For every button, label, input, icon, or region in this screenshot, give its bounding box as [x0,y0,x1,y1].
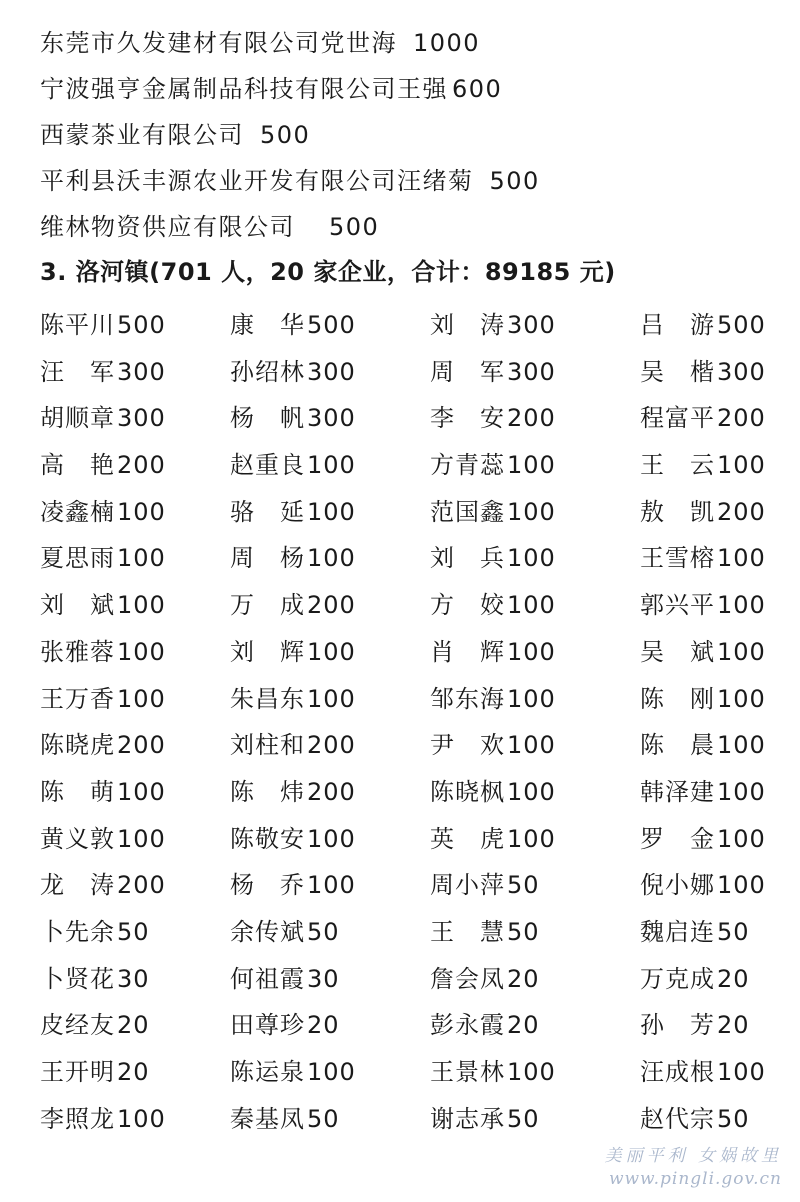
donor-entry [640,395,790,442]
donor-amount: 100 [717,1058,766,1086]
company-name: 东莞市久发建材有限公司党世海 [40,29,397,57]
donor-amount: 50 [507,917,540,946]
donor-name: 程富平 [640,404,715,433]
company-donor-line [40,66,780,112]
donor-entry [230,862,430,909]
donor-entry [430,909,640,956]
donor-name: 陈 晨 [640,731,715,760]
donor-entry [640,1049,790,1096]
donor-entry [430,1049,640,1096]
donor-name: 卜贤花 [40,964,115,993]
donor-amount: 20 [117,1058,150,1086]
donor-name: 陈运泉 [230,1058,305,1086]
donor-entry [40,629,230,676]
donor-amount: 100 [307,824,356,853]
donor-entry [640,629,790,676]
donor-amount: 100 [117,544,166,573]
donor-amount: 200 [117,451,166,480]
donor-amount: 100 [507,544,556,573]
donor-name: 魏启连 [640,917,715,946]
donor-name: 周 杨 [230,544,305,573]
donor-entry [430,629,640,676]
donor-name: 汪 军 [40,357,115,386]
donor-amount: 200 [307,591,356,620]
donor-amount: 100 [717,731,766,760]
donor-amount: 200 [717,404,766,433]
donor-entry [640,909,790,956]
donor-name: 方 姣 [430,591,505,620]
donor-amount: 100 [507,731,556,760]
donor-amount: 100 [307,544,356,573]
donor-name: 万克成 [640,964,715,993]
donor-amount: 50 [307,1104,340,1133]
donor-name: 何祖霞 [230,964,305,993]
donor-entry [40,1049,230,1096]
donor-entry [430,302,640,349]
donor-entry [430,676,640,723]
donor-amount: 100 [507,451,556,480]
donor-name: 杨 乔 [230,871,305,900]
donor-entry [430,442,640,489]
donor-amount: 20 [717,1011,750,1040]
donor-amount: 300 [717,357,766,386]
donor-amount: 50 [307,917,340,946]
donor-name: 夏思雨 [40,544,115,573]
donor-entry [430,535,640,582]
donor-entry [640,1002,790,1049]
donor-amount: 200 [117,731,166,760]
donor-entry [430,722,640,769]
donor-amount: 500 [307,311,356,339]
donor-name: 赵重良 [230,451,305,480]
company-name: 维林物资供应有限公司 [40,213,295,241]
donor-name: 吴 楷 [640,357,715,386]
donor-amount: 100 [507,684,556,713]
donor-entry [230,442,430,489]
donor-amount: 100 [717,637,766,666]
donor-name: 陈 萌 [40,777,115,806]
watermark-title: 美丽平利 女娲故里 [604,1146,782,1166]
donor-name: 肖 辉 [430,637,505,666]
donor-entry [40,1096,230,1143]
donor-name: 罗 金 [640,824,715,853]
donor-entry [640,489,790,536]
donor-amount: 300 [307,404,356,433]
donor-amount: 100 [307,1058,356,1086]
donor-entry [640,1096,790,1143]
donor-name: 周小萍 [430,871,505,900]
donor-name: 刘 兵 [430,544,505,573]
donor-name: 王万香 [40,684,115,713]
donor-entry [640,722,790,769]
donor-name: 李照龙 [40,1104,115,1133]
watermark-url: www.pingli.gov.cn [608,1169,782,1189]
donor-amount: 20 [307,1011,340,1040]
donor-amount: 50 [507,871,540,900]
donor-entry [230,909,430,956]
donor-name: 皮经友 [40,1011,115,1040]
donor-amount: 100 [307,871,356,900]
donor-amount: 100 [507,591,556,620]
donor-entry [230,1049,430,1096]
donor-entry [230,489,430,536]
donor-amount: 100 [717,684,766,713]
donor-entry [230,302,430,349]
donor-amount: 50 [507,1104,540,1133]
donor-amount: 100 [507,824,556,853]
donor-amount: 20 [117,1011,150,1040]
donor-name: 郭兴平 [640,591,715,620]
donor-amount: 200 [717,497,766,526]
donor-entry [430,816,640,863]
donor-name: 王景林 [430,1058,505,1086]
donor-name: 胡顺章 [40,404,115,433]
donor-amount: 300 [117,357,166,386]
donor-entry [640,535,790,582]
donor-amount: 100 [717,544,766,573]
donor-name: 范国鑫 [430,497,505,526]
donor-name: 英 虎 [430,824,505,853]
donor-amount: 20 [717,964,750,993]
donor-entry [230,1096,430,1143]
donor-entry [230,956,430,1003]
donor-entry [40,535,230,582]
donor-entry [640,769,790,816]
donor-amount: 100 [307,451,356,480]
watermark [582,1144,782,1190]
donor-entry [430,956,640,1003]
donor-name: 王开明 [40,1058,115,1086]
donor-entry [230,349,430,396]
donor-amount: 100 [507,497,556,526]
donor-amount: 30 [307,964,340,993]
donor-amount: 100 [307,637,356,666]
company-donor-line [40,204,780,250]
donor-entry [640,302,790,349]
donation-amount: 500 [329,213,380,241]
donor-amount: 100 [717,591,766,620]
donor-name: 刘 涛 [430,311,505,339]
donor-name: 陈晓枫 [430,777,505,806]
donor-entry [40,582,230,629]
donor-amount: 100 [117,1104,166,1133]
donor-name: 田尊珍 [230,1011,305,1040]
donor-name: 凌鑫楠 [40,497,115,526]
donor-entry [230,629,430,676]
donor-entry [40,722,230,769]
donor-entry [230,769,430,816]
donor-name: 卜先余 [40,917,115,946]
donor-name: 陈平川 [40,311,115,339]
donor-entry [40,489,230,536]
donor-name: 王雪榕 [640,544,715,573]
donation-amount: 1000 [413,29,481,57]
donor-entry [40,676,230,723]
donor-name: 尹 欢 [430,731,505,760]
donor-name: 彭永霞 [430,1011,505,1040]
donor-entry [230,395,430,442]
donor-entry [430,1002,640,1049]
donor-name: 詹会凤 [430,964,505,993]
donor-entry [230,676,430,723]
donor-name: 王 云 [640,451,715,480]
donor-amount: 30 [117,964,150,993]
donation-amount: 500 [489,167,540,195]
donor-amount: 300 [507,311,556,339]
donor-name: 朱昌东 [230,684,305,713]
donor-amount: 50 [117,917,150,946]
donor-name: 杨 帆 [230,404,305,433]
donor-entry [40,442,230,489]
donor-amount: 100 [507,777,556,806]
donor-entry [640,862,790,909]
donor-entry [40,302,230,349]
donor-name: 方青蕊 [430,451,505,480]
donor-entry [40,349,230,396]
individual-donor-grid [40,302,790,1142]
donor-amount: 20 [507,964,540,993]
donor-entry [430,1096,640,1143]
donor-amount: 100 [717,451,766,480]
donor-name: 刘 斌 [40,591,115,620]
donor-name: 周 军 [430,357,505,386]
donor-amount: 50 [717,917,750,946]
company-donor-line [40,112,780,158]
donor-name: 谢志承 [430,1104,505,1133]
donor-entry [40,1002,230,1049]
donor-amount: 100 [307,497,356,526]
donor-name: 余传斌 [230,917,305,946]
donor-amount: 200 [307,731,356,760]
donor-entry [40,909,230,956]
donor-entry [230,582,430,629]
donor-entry [40,816,230,863]
donor-name: 刘 辉 [230,637,305,666]
donor-amount: 500 [717,311,766,339]
donor-entry [640,442,790,489]
company-donor-line [40,20,780,66]
donor-amount: 300 [307,357,356,386]
donor-name: 陈 炜 [230,777,305,806]
donor-amount: 200 [307,777,356,806]
donor-name: 敖 凯 [640,497,715,526]
donor-amount: 100 [117,497,166,526]
donor-entry [40,395,230,442]
donor-amount: 300 [117,404,166,433]
donor-entry [230,722,430,769]
donor-amount: 100 [507,1058,556,1086]
donor-name: 陈 刚 [640,684,715,713]
donor-amount: 100 [117,777,166,806]
donor-name: 赵代宗 [640,1104,715,1133]
donor-amount: 200 [117,871,166,900]
donor-name: 张雅蓉 [40,637,115,666]
donor-name: 孙绍林 [230,357,305,386]
donor-amount: 100 [717,824,766,853]
donor-amount: 100 [117,637,166,666]
donor-entry [430,489,640,536]
donor-amount: 100 [717,871,766,900]
donor-name: 李 安 [430,404,505,433]
company-donor-line [40,158,780,204]
donor-name: 吴 斌 [640,637,715,666]
company-donor-list [40,20,780,250]
donor-amount: 50 [717,1104,750,1133]
donor-name: 秦基凤 [230,1104,305,1133]
donor-name: 汪成根 [640,1058,715,1086]
donor-amount: 100 [117,824,166,853]
donor-name: 高 艳 [40,451,115,480]
donor-amount: 100 [717,777,766,806]
donor-entry [640,676,790,723]
donor-name: 黄义敦 [40,824,115,853]
donor-name: 陈晓虎 [40,731,115,760]
donor-entry [40,769,230,816]
donor-name: 王 慧 [430,917,505,946]
donor-name: 骆 延 [230,497,305,526]
company-name: 西蒙茶业有限公司 [40,121,244,149]
donor-amount: 100 [307,684,356,713]
donor-name: 邹东海 [430,684,505,713]
donor-entry [230,816,430,863]
donor-name: 吕 游 [640,311,715,339]
donor-name: 康 华 [230,311,305,339]
donor-amount: 500 [117,311,166,339]
donor-entry [230,1002,430,1049]
donor-name: 韩泽建 [640,777,715,806]
donor-name: 陈敬安 [230,824,305,853]
donor-amount: 100 [507,637,556,666]
donor-name: 孙 芳 [640,1011,715,1040]
company-name: 宁波强亨金属制品科技有限公司王强 [40,75,448,103]
donor-entry [640,956,790,1003]
donation-amount: 500 [260,121,311,149]
donor-amount: 200 [507,404,556,433]
company-name: 平利县沃丰源农业开发有限公司汪绪菊 [40,167,474,195]
donor-name: 刘柱和 [230,731,305,760]
donor-entry [640,582,790,629]
donor-entry [430,349,640,396]
donor-name: 龙 涛 [40,871,115,900]
donor-entry [640,816,790,863]
donor-name: 倪小娜 [640,871,715,900]
donor-entry [430,862,640,909]
donor-entry [430,582,640,629]
donation-amount: 600 [452,75,503,103]
donor-name: 万 成 [230,591,305,620]
section-heading: 3. 洛河镇(701 人，20 家企业，合计：89185 元) [40,258,616,286]
donor-entry [640,349,790,396]
donor-entry [430,769,640,816]
donor-entry [40,956,230,1003]
donor-amount: 20 [507,1011,540,1040]
donor-amount: 100 [117,591,166,620]
donor-entry [430,395,640,442]
donor-amount: 100 [117,684,166,713]
donor-amount: 300 [507,357,556,386]
donor-entry [230,535,430,582]
donor-entry [40,862,230,909]
